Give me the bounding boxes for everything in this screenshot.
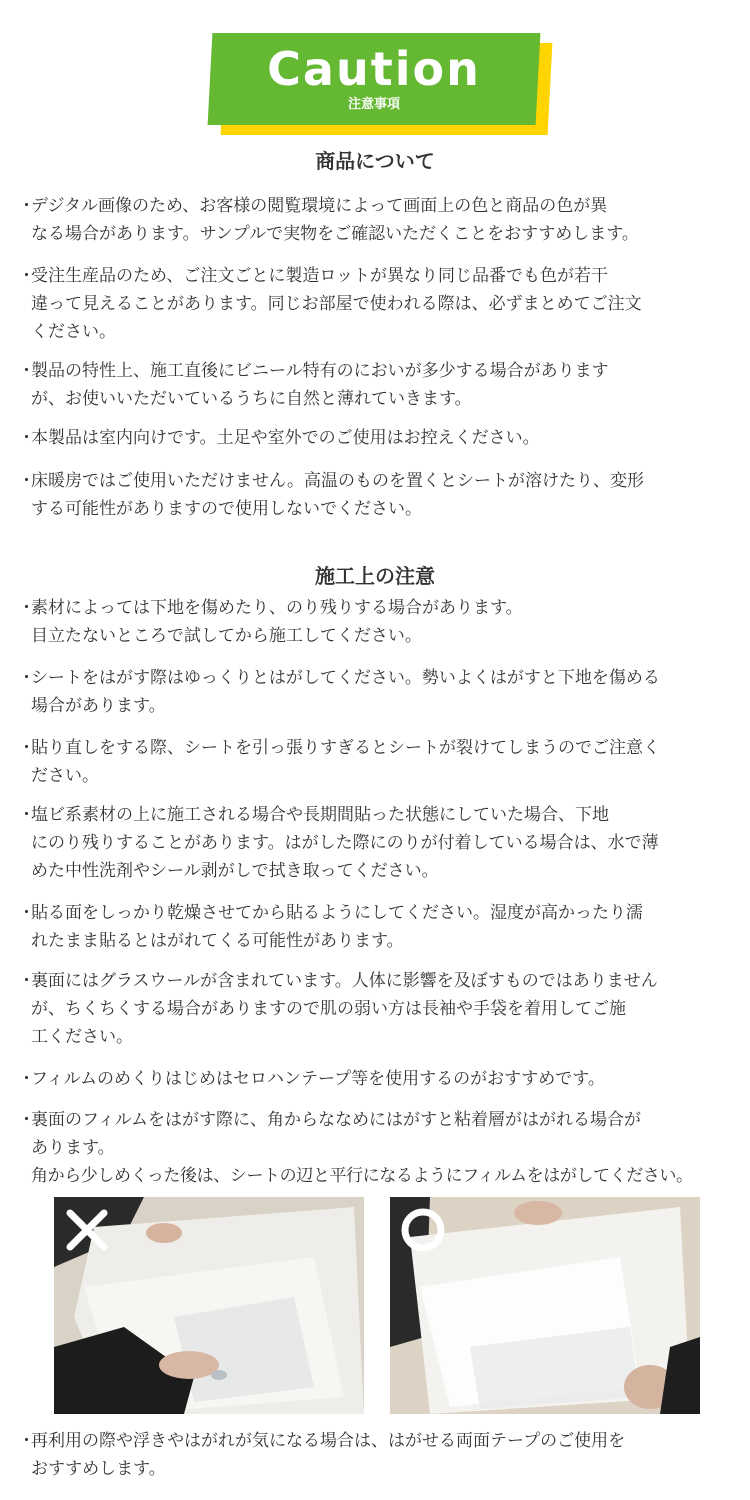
bullet: ・ <box>18 971 35 991</box>
bullet: ・ <box>18 428 35 448</box>
list-item <box>18 357 736 413</box>
bullet: ・ <box>18 668 35 688</box>
item-line: 目立たないところで試してから施工してください。 <box>31 626 422 646</box>
item-line: 素材によっては下地を傷めたり、のり残りする場合があります。 <box>31 598 523 618</box>
item-line: 違って見えることがあります。同じお部屋で使われる際は、必ずまとめてご注文 <box>31 294 642 314</box>
item-line: 場合があります。 <box>31 696 166 716</box>
item-line: にのり残りすることがあります。はがした際にのりが付着している場合は、水で薄 <box>31 833 659 853</box>
bullet: ・ <box>18 471 35 491</box>
item-line: ださい。 <box>31 766 99 786</box>
bullet: ・ <box>18 196 35 216</box>
list-item <box>18 1065 736 1093</box>
item-line: 貼り直しをする際、シートを引っ張りすぎるとシートが裂けてしまうのでご注意く <box>31 738 660 758</box>
list-item <box>18 1106 736 1190</box>
bullet: ・ <box>18 903 35 923</box>
list-item <box>18 664 736 720</box>
photo-wrong-method <box>54 1197 364 1414</box>
item-line: が、ちくちくする場合がありますので肌の弱い方は長袖や手袋を着用してご施 <box>31 999 626 1019</box>
item-line: 貼る面をしっかり乾燥させてから貼るようにしてください。湿度が高かったり濡 <box>31 903 643 923</box>
item-line: 角から少しめくった後は、シートの辺と平行になるようにフィルムをはがしてください。 <box>31 1166 693 1186</box>
bullet: ・ <box>18 738 35 758</box>
item-line: 再利用の際や浮きやはがれが気になる場合は、はがせる両面テープのご使用を <box>31 1431 626 1451</box>
list-item <box>18 467 736 523</box>
list-item <box>18 594 736 650</box>
item-line: 受注生産品のため、ご注文ごとに製造ロットが異なり同じ品番でも色が若干 <box>31 266 608 286</box>
item-line: 工ください。 <box>31 1027 133 1047</box>
circle-mark-icon <box>398 1205 448 1255</box>
caution-banner <box>210 33 550 135</box>
item-line: シートをはがす際はゆっくりとはがしてください。勢いよくはがすと下地を傷める <box>31 668 660 688</box>
bullet: ・ <box>18 266 35 286</box>
item-line: デジタル画像のため、お客様の閲覧環境によって画面上の色と商品の色が異 <box>31 196 608 216</box>
banner-title: Caution <box>267 42 481 96</box>
cross-mark-icon <box>62 1205 112 1255</box>
list-item <box>18 899 736 955</box>
item-line: おすすめします。 <box>31 1459 166 1479</box>
list-item <box>18 1427 736 1483</box>
bullet: ・ <box>18 598 35 618</box>
item-line: 裏面にはグラスウールが含まれています。人体に影響を及ぼすものではありません <box>31 971 658 991</box>
section-title-installation: 施工上の注意 <box>315 564 435 588</box>
list-item <box>18 967 736 1051</box>
bullet: ・ <box>18 1110 35 1130</box>
item-line: めた中性洗剤やシール剥がしで拭き取ってください。 <box>31 861 439 881</box>
list-item <box>18 734 736 790</box>
list-item <box>18 801 736 885</box>
item-line: 製品の特性上、施工直後にビニール特有のにおいが多少する場合があります <box>31 361 609 381</box>
item-line: フィルムのめくりはじめはセロハンテープ等を使用するのがおすすめです。 <box>31 1069 605 1089</box>
banner-subtitle: 注意事項 <box>347 97 400 112</box>
bullet: ・ <box>18 1069 35 1089</box>
item-line: あります。 <box>31 1138 115 1158</box>
list-item <box>18 424 736 452</box>
item-line: ください。 <box>31 322 116 342</box>
item-line: 裏面のフィルムをはがす際に、角からななめにはがすと粘着層がはがれる場合が <box>31 1110 641 1130</box>
item-line: なる場合があります。サンプルで実物をご確認いただくことをおすすめします。 <box>31 224 639 244</box>
item-line: が、お使いいただいているうちに自然と薄れていきます。 <box>31 389 472 409</box>
bullet: ・ <box>18 1431 35 1451</box>
list-item <box>18 262 736 346</box>
bullet: ・ <box>18 361 35 381</box>
item-line: れたまま貼るとはがれてくる可能性があります。 <box>31 931 404 951</box>
item-line: する可能性がありますので使用しないでください。 <box>31 499 422 519</box>
list-item <box>18 192 736 248</box>
item-line: 床暖房ではご使用いただけません。高温のものを置くとシートが溶けたり、変形 <box>31 471 645 491</box>
item-line: 塩ビ系素材の上に施工される場合や長期間貼った状態にしていた場合、下地 <box>31 805 609 825</box>
photo-correct-method <box>390 1197 700 1414</box>
section-title-product: 商品について <box>315 149 435 173</box>
bullet: ・ <box>18 805 35 825</box>
item-line: 本製品は室内向けです。土足や室外でのご使用はお控えください。 <box>31 428 540 448</box>
